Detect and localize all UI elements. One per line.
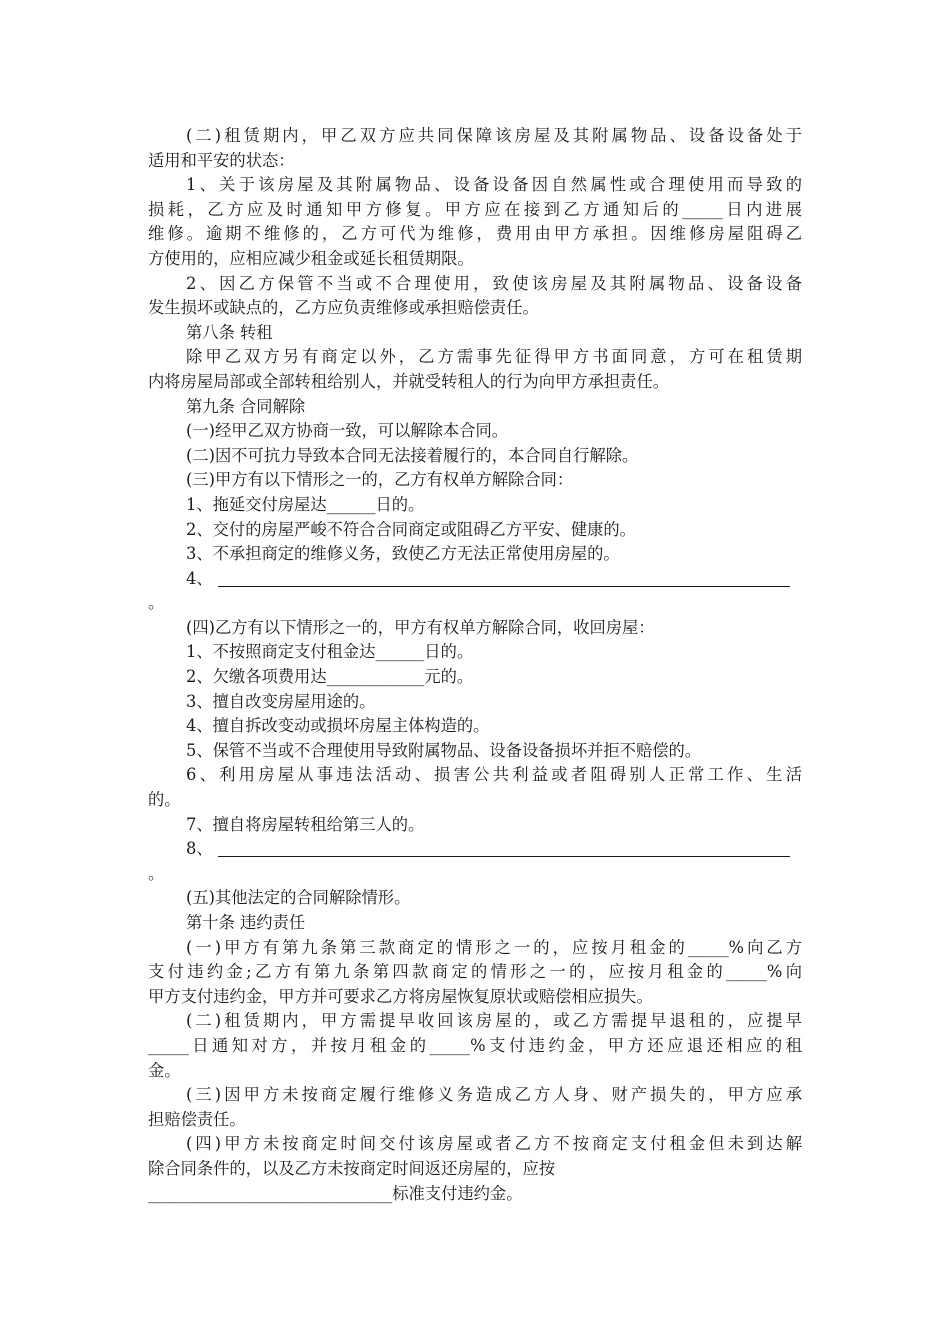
document-line: 1、拖延交付房屋达______日的。 — [186, 494, 425, 514]
document-line: 损耗，乙方应及时通知甲方修复。甲方应在接到乙方通知后的_____日内进展 — [148, 199, 802, 219]
document-line: 的。 — [148, 790, 181, 810]
document-line: 内将房屋局部或全部转租给别人，并就受转租人的行为向甲方承担责任。 — [148, 371, 670, 391]
document-line: 适用和平安的状态： — [148, 150, 295, 170]
document-line: (四)乙方有以下情形之一的，甲方有权单方解除合同，收回房屋： — [186, 617, 655, 637]
document-line: 7、擅自将房屋转租给第三人的。 — [186, 814, 425, 834]
document-line: 除合同条件的，以及乙方未按商定时间返还房屋的，应按 — [148, 1158, 556, 1178]
document-line: 维修。逾期不维修的，乙方可代为维修，费用由甲方承担。因维修房屋阻碍乙 — [148, 224, 802, 244]
document-line: 3、擅自改变房屋用途的。 — [186, 691, 376, 711]
document-line: 3、不承担商定的维修义务，致使乙方无法正常使用房屋的。 — [186, 544, 620, 564]
document-line: 第十条 违约责任 — [186, 913, 306, 932]
item-number: 8、 — [186, 839, 213, 859]
document-line: 。 — [148, 593, 165, 613]
fill-in-blank-line — [218, 586, 790, 587]
document-line: (三)因甲方未按商定履行维修义务造成乙方人身、财产损失的，甲方应承 — [186, 1085, 802, 1105]
document-line: 担赔偿责任。 — [148, 1109, 246, 1129]
document-line: 第九条 合同解除 — [186, 396, 306, 416]
document-line: (五)其他法定的合同解除情形。 — [186, 888, 411, 908]
document-line: (一)甲方有第九条第三款商定的情形之一的，应按月租金的_____%向乙方 — [186, 937, 802, 957]
document-body — [148, 124, 802, 1206]
document-line: (二)租赁期内，甲乙双方应共同保障该房屋及其附属物品、设备设备处于 — [186, 126, 802, 145]
document-line: 1、关于该房屋及其附属物品、设备设备因自然属性或合理使用而导致的 — [186, 175, 802, 195]
document-line — [148, 837, 802, 862]
document-line: (二)因不可抗力导致本合同无法接着履行的，本合同自行解除。 — [186, 445, 639, 465]
document-line — [148, 567, 802, 592]
document-line: 1、不按照商定支付租金达______日的。 — [186, 642, 474, 662]
document-line: 2、欠缴各项费用达____________元的。 — [186, 667, 474, 687]
document-line: 第八条 转租 — [186, 322, 273, 342]
document-line: 2、交付的房屋严峻不符合合同商定或阻碍乙方平安、健康的。 — [186, 519, 636, 539]
document-line: 甲方支付违约金，甲方并可要求乙方将房屋恢复原状或赔偿相应损失。 — [148, 986, 653, 1006]
document-line: (三)甲方有以下情形之一的，乙方有权单方解除合同： — [186, 470, 574, 490]
document-line: 发生损坏或缺点的，乙方应负责维修或承担赔偿责任。 — [148, 298, 539, 318]
document-line: (二)租赁期内，甲方需提早收回该房屋的，或乙方需提早退租的，应提早 — [186, 1011, 802, 1031]
document-line: 。 — [148, 863, 165, 883]
item-number: 4、 — [186, 568, 213, 588]
document-line: 除甲乙双方另有商定以外，乙方需事先征得甲方书面同意，方可在租赁期 — [186, 347, 802, 367]
document-line: 2、因乙方保管不当或不合理使用，致使该房屋及其附属物品、设备设备 — [186, 273, 802, 293]
document-line: 4、擅自拆改变动或损坏房屋主体构造的。 — [186, 716, 490, 736]
document-line: ______________________________标准支付违约金。 — [148, 1183, 523, 1203]
document-line: (四)甲方未按商定时间交付该房屋或者乙方不按商定支付租金但未到达解 — [186, 1134, 802, 1154]
document-line: 金。 — [148, 1060, 181, 1080]
document-line: (一)经甲乙双方协商一致，可以解除本合同。 — [186, 421, 509, 441]
document-line: 方使用的，应相应减少租金或延长租赁期限。 — [148, 248, 474, 268]
fill-in-blank-line — [218, 856, 790, 857]
document-line: 5、保管不当或不合理使用导致附属物品、设备设备损坏并拒不赔偿的。 — [186, 740, 702, 760]
document-line: _____日通知对方，并按月租金的_____%支付违约金，甲方还应退还相应的租 — [148, 1035, 802, 1055]
document-line: 支付违约金;乙方有第九条第四款商定的情形之一的，应按月租金的_____%向 — [148, 962, 802, 982]
document-line: 6、利用房屋从事违法活动、损害公共利益或者阻碍别人正常工作、生活 — [186, 765, 802, 785]
